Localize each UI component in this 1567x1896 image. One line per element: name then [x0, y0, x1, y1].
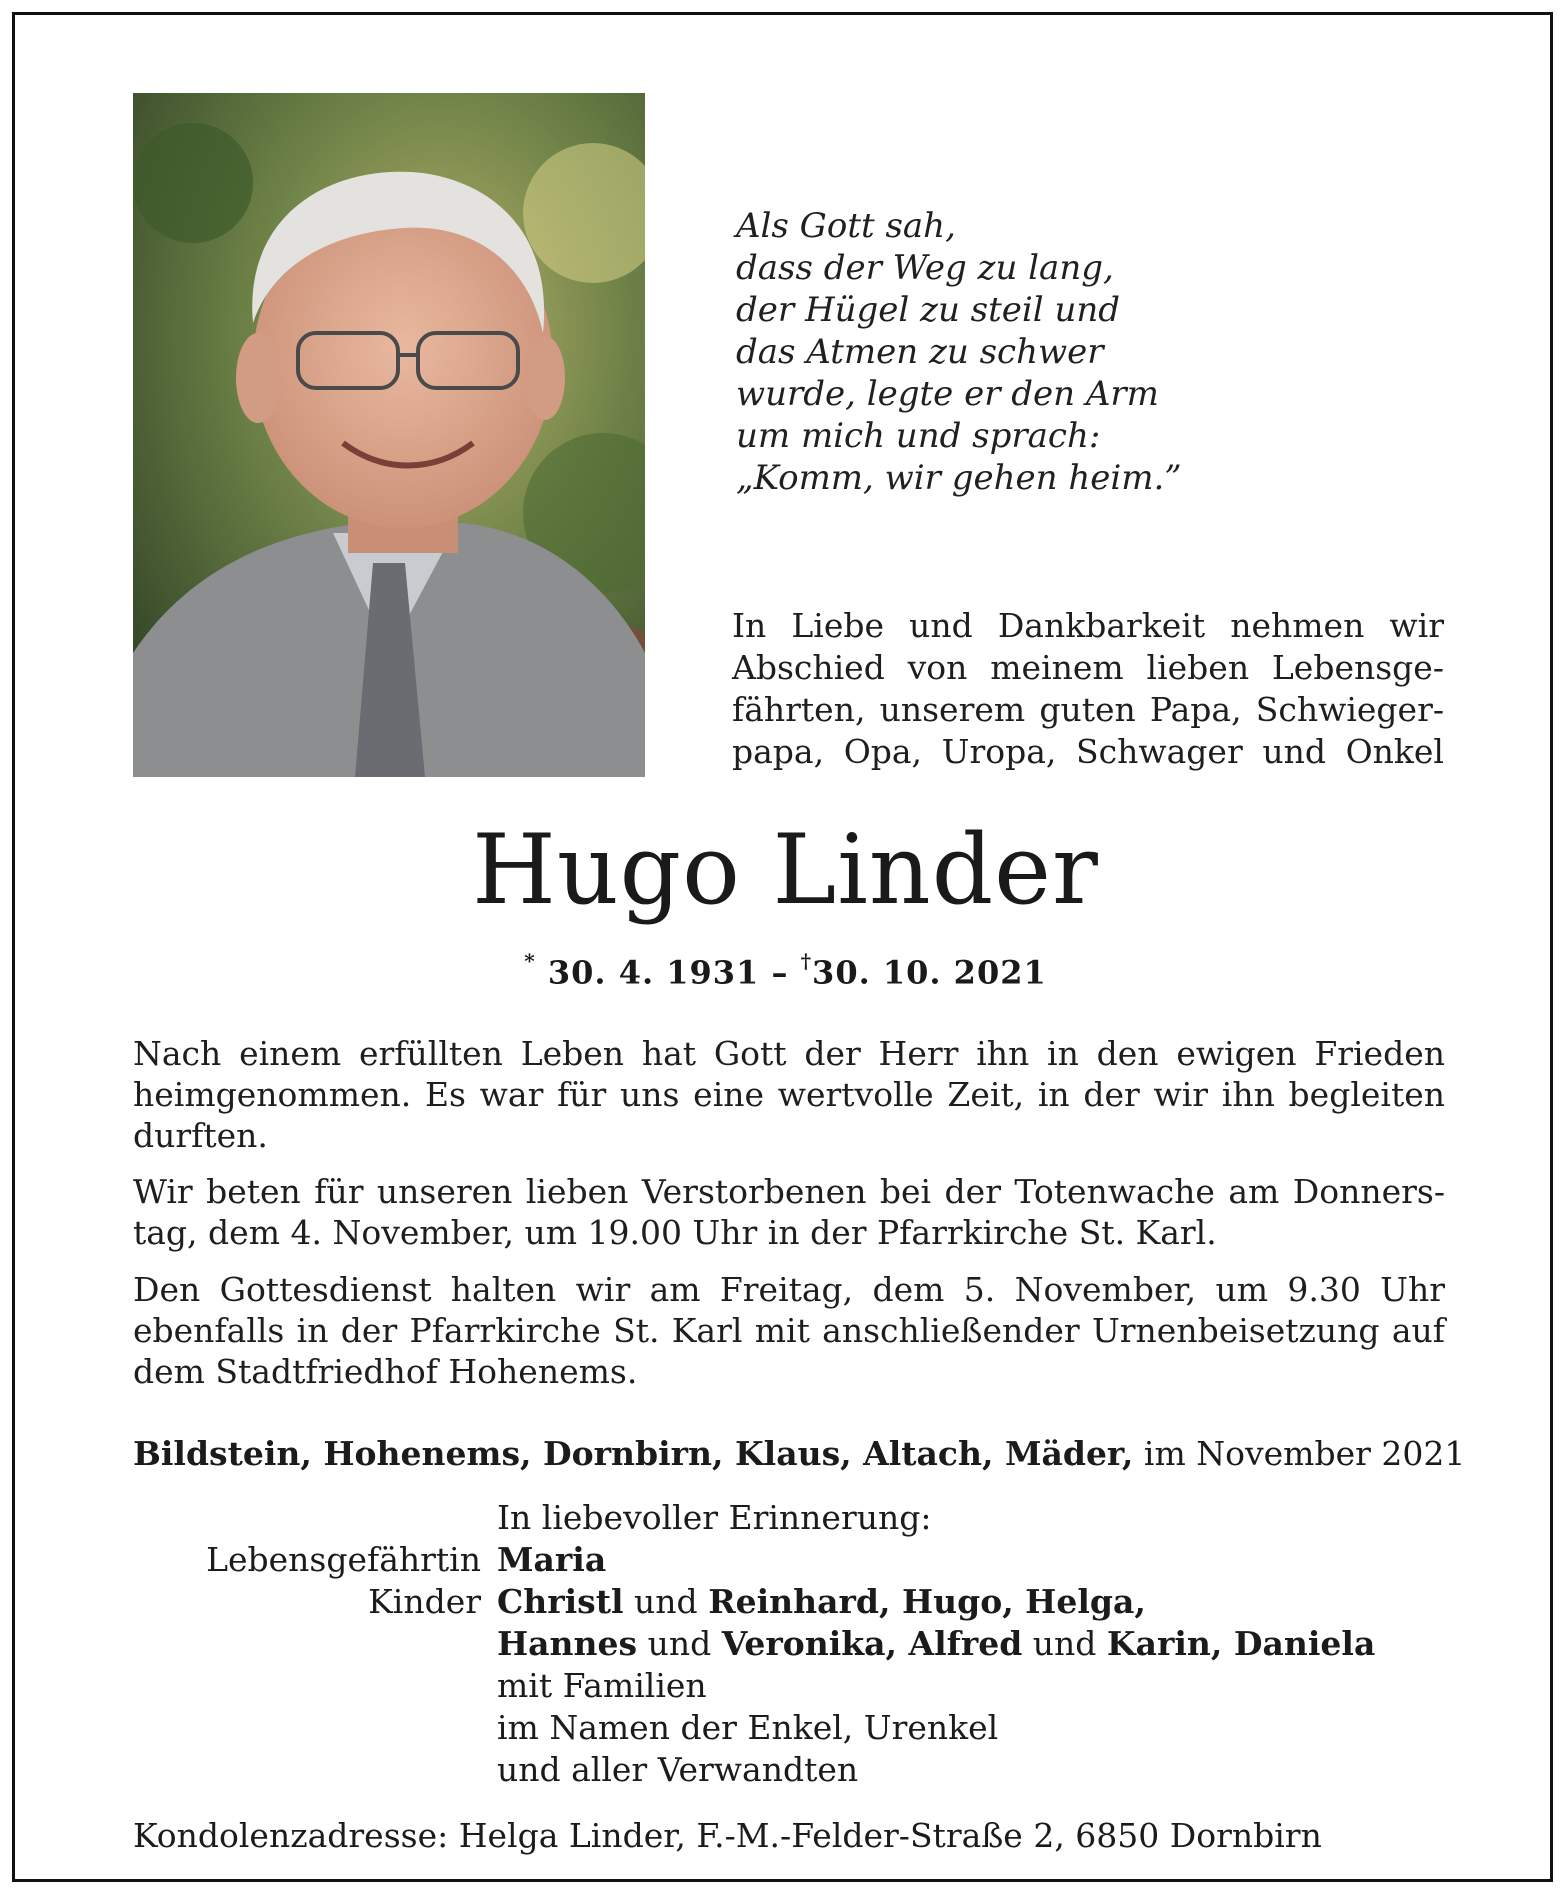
poem-line: dass der Weg zu lang,: [736, 248, 1114, 288]
paragraph-peace: [133, 1033, 1445, 1156]
paragraph-line: heimgenommen. Es war für uns eine wertvolle Zeit, in der wir ihn begleiten: [133, 1075, 1445, 1114]
poem-line: der Hügel zu steil und: [736, 290, 1121, 330]
mourners-heading: In liebevoller Erinnerung:: [497, 1498, 932, 1537]
poem-line: um mich und sprach:: [736, 416, 1101, 456]
place-names: Bildstein, Hohenems, Dornbirn, Klaus, Altach, Mäder,: [133, 1434, 1134, 1473]
connector-word: und: [634, 1582, 698, 1621]
poem-line: Als Gott sah,: [736, 206, 956, 246]
paragraph-line: tag, dem 4. November, um 19.00 Uhr in der Pfarrkirche St. Karl.: [133, 1213, 1217, 1252]
memorial-poem: [736, 205, 1436, 499]
partner-name: Maria: [497, 1540, 607, 1579]
paragraph-line: Wir beten für unseren lieben Verstorbenen bei der Totenwache am Donners-: [133, 1172, 1445, 1211]
children-line: [497, 1581, 1146, 1623]
birth-date: 30. 4. 1931: [547, 953, 760, 992]
connector-word: und: [1032, 1624, 1097, 1663]
life-dates: [15, 949, 1556, 992]
child-name: Reinhard, Hugo, Helga,: [708, 1582, 1146, 1621]
partner-label: Lebensgefährtin: [206, 1540, 481, 1579]
paragraph-line: Nach einem erfüllten Leben hat Gott der Herr ihn in den ewigen Frieden: [133, 1034, 1445, 1073]
paragraph-service: [133, 1269, 1445, 1392]
paragraph-line: ebenfalls in der Pfarrkirche St. Karl mit anschließender Urnenbeisetzung auf: [133, 1311, 1445, 1350]
connector-word: und: [647, 1624, 712, 1663]
intro-line: Abschied von meinem lieben Lebensge-: [732, 648, 1444, 687]
children-line: [497, 1623, 1375, 1665]
child-name: Karin, Daniela: [1106, 1624, 1376, 1663]
intro-line: fährten, unserem guten Papa, Schwieger-: [732, 690, 1444, 729]
date-separator: –: [771, 953, 789, 992]
child-name: Veronika, Alfred: [721, 1624, 1023, 1663]
paragraph-line: Den Gottesdienst halten wir am Freitag, dem 5. November, um 9.30 Uhr: [133, 1270, 1445, 1309]
birth-symbol: *: [524, 949, 536, 973]
mourners-list: [133, 1497, 1445, 1791]
intro-line: In Liebe und Dankbarkeit nehmen wir: [732, 606, 1444, 645]
grandchildren-line: im Namen der Enkel, Urenkel: [497, 1708, 999, 1747]
children-label: Kinder: [368, 1582, 481, 1621]
death-date: 30. 10. 2021: [812, 953, 1047, 992]
obituary-card: [12, 12, 1553, 1882]
paragraph-wake: [133, 1171, 1445, 1253]
poem-line: das Atmen zu schwer: [736, 332, 1104, 372]
condolence-address: Kondolenzadresse: Helga Linder, F.-M.-Felder-Straße 2, 6850 Dornbirn: [133, 1816, 1322, 1855]
paragraph-line: durften.: [133, 1116, 268, 1155]
child-name: Christl: [497, 1582, 624, 1621]
poem-line: wurde, legte er den Arm: [736, 374, 1159, 414]
farewell-intro: [732, 605, 1444, 773]
relatives-line: und aller Verwandten: [497, 1750, 859, 1789]
places-dateline: [133, 1433, 1466, 1474]
paragraph-line: dem Stadtfriedhof Hohenems.: [133, 1352, 638, 1391]
family-line: mit Familien: [497, 1666, 707, 1705]
dateline-date: im November 2021: [1143, 1434, 1466, 1473]
deceased-name: Hugo Linder: [472, 814, 1099, 926]
child-name: Hannes: [497, 1624, 638, 1663]
death-symbol: †: [800, 949, 813, 973]
portrait-photo: [133, 93, 645, 777]
intro-line: papa, Opa, Uropa, Schwager und Onkel: [732, 732, 1444, 771]
poem-line: „Komm, wir gehen heim.”: [736, 458, 1182, 498]
